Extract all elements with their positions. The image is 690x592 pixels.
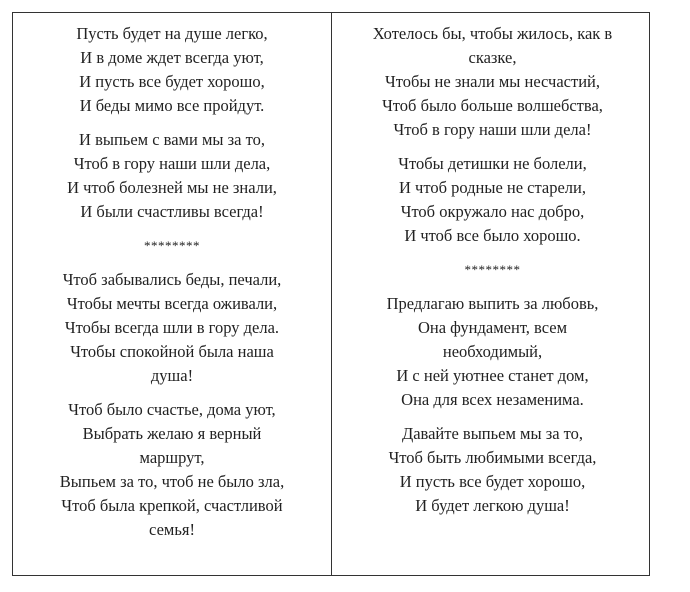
right-stanza-1 [342, 22, 643, 142]
poem-line: Выпьем за то, чтоб не было зла, [59, 472, 285, 491]
poem-line: Чтоб было счастье, дома уют, [68, 400, 276, 419]
poem-line: Она фундамент, всем [417, 318, 568, 337]
poem-line: Чтоб в гору наши шли дела, [73, 154, 271, 173]
right-separator: ******** [464, 262, 521, 277]
poem-line: Давайте выпьем мы за то, [401, 424, 584, 443]
poem-line: Чтоб забывались беды, печали, [62, 270, 282, 289]
poem-line: И в доме ждет всегда уют, [80, 48, 264, 67]
poem-line: И беды мимо все пройдут. [79, 96, 265, 115]
poem-line: И пусть все будет хорошо, [399, 472, 586, 491]
poem-line: маршрут, [139, 448, 205, 467]
left-stanza-3 [19, 268, 325, 388]
poem-line: И с ней уютнее станет дом, [396, 366, 589, 385]
poem-line: сказке, [468, 48, 517, 67]
poem-line: семья! [149, 520, 195, 539]
poem-line: Чтоб была крепкой, счастливой [61, 496, 283, 515]
poem-line: Чтоб в гору наши шли дела! [393, 120, 592, 139]
left-column [13, 13, 332, 575]
right-stanza-2 [342, 152, 643, 248]
right-stanza-3 [342, 292, 643, 412]
left-stanza-2 [19, 128, 325, 224]
poem-line: Чтоб было больше волшебства, [382, 96, 603, 115]
poem-line: И выпьем с вами мы за то, [79, 130, 265, 149]
poem-line: Выбрать желаю я верный [82, 424, 262, 443]
poem-line: Чтоб окружало нас добро, [400, 202, 585, 221]
poem-line: Чтобы всегда шли в гору дела. [64, 318, 280, 337]
poem-line: душа! [150, 366, 194, 385]
poem-line: И были счастливы всегда! [80, 202, 264, 221]
poem-line: Предлагаю выпить за любовь, [386, 294, 599, 313]
left-stanza-4 [19, 398, 325, 542]
left-separator: ******** [144, 238, 200, 253]
right-column [332, 13, 649, 575]
poem-line: И чтоб все было хорошо. [404, 226, 581, 245]
poem-line: И чтоб болезней мы не знали, [67, 178, 277, 197]
right-stanza-4 [342, 422, 643, 518]
poem-line: Она для всех незаменима. [401, 390, 584, 409]
poem-line: Хотелось бы, чтобы жилось, как в [372, 24, 613, 43]
poem-table [12, 12, 650, 576]
poem-line: Чтобы спокойной была наша [70, 342, 274, 361]
poem-line: Чтобы детишки не болели, [398, 154, 587, 173]
left-stanza-1 [19, 22, 325, 118]
poem-line: Чтобы не знали мы несчастий, [384, 72, 600, 91]
poem-line: Чтобы мечты всегда оживали, [66, 294, 278, 313]
poem-line: И пусть все будет хорошо, [79, 72, 265, 91]
poem-line: И будет легкою душа! [415, 496, 570, 515]
poem-line: Пусть будет на душе легко, [76, 24, 268, 43]
poem-line: Чтоб быть любимыми всегда, [388, 448, 597, 467]
poem-line: И чтоб родные не старели, [399, 178, 586, 197]
poem-line: необходимый, [442, 342, 543, 361]
